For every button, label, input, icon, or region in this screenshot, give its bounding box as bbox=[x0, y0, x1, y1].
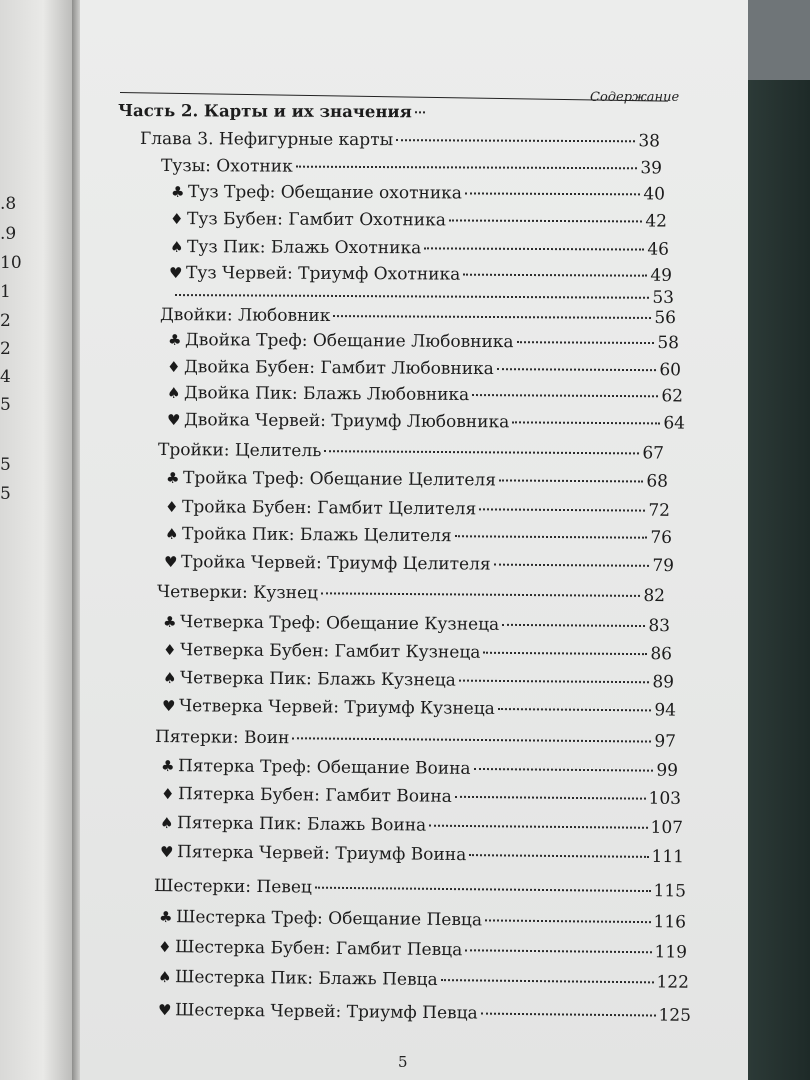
toc-entry bbox=[161, 784, 681, 815]
toc-page-number: 125 bbox=[658, 1005, 692, 1026]
toc-page-number: 56 bbox=[654, 307, 677, 329]
suit-icon: ♦ bbox=[160, 785, 175, 804]
suit-icon: ♠ bbox=[166, 384, 181, 403]
toc-entry bbox=[159, 907, 686, 938]
dot-leader bbox=[449, 219, 643, 222]
toc-entry bbox=[170, 209, 667, 238]
dot-leader bbox=[497, 368, 657, 371]
dot-leader bbox=[465, 192, 640, 195]
toc-title: Четверка Червей: Триумф Кузнеца bbox=[178, 696, 495, 719]
suit-icon: ♠ bbox=[164, 525, 179, 544]
page-number: 5 bbox=[398, 1053, 408, 1071]
toc-page-number: 111 bbox=[651, 846, 685, 868]
toc-page-number: 89 bbox=[652, 672, 675, 693]
left-page-number: 5 bbox=[0, 455, 11, 475]
toc-title: Двойка Бубен: Гамбит Любовника bbox=[183, 357, 494, 380]
suit-icon: ♠ bbox=[157, 968, 172, 987]
suit-icon: ♣ bbox=[162, 613, 177, 632]
toc-title: Двойка Пик: Блажь Любовника bbox=[183, 383, 470, 406]
toc-entry bbox=[160, 842, 684, 873]
dot-leader bbox=[429, 825, 647, 829]
toc-title: Пятерка Бубен: Гамбит Воина bbox=[177, 784, 452, 807]
toc-entry bbox=[167, 383, 683, 412]
suit-icon: ♥ bbox=[159, 843, 174, 862]
left-page-number: 2 bbox=[0, 339, 11, 359]
dot-leader bbox=[469, 854, 648, 858]
suit-icon: ♥ bbox=[166, 411, 181, 430]
dot-leader bbox=[315, 887, 651, 892]
toc-title: Туз Бубен: Гамбит Охотника bbox=[186, 209, 446, 231]
dot-leader bbox=[292, 737, 651, 742]
toc-entry bbox=[158, 937, 687, 969]
toc-entry bbox=[158, 1000, 691, 1032]
toc-section bbox=[155, 727, 676, 758]
dot-leader bbox=[474, 768, 654, 772]
suit-icon: ♦ bbox=[169, 210, 184, 229]
toc-title: Туз Треф: Обещание охотника bbox=[187, 182, 462, 204]
toc-page-number: 115 bbox=[653, 881, 687, 902]
toc-page-number: 38 bbox=[638, 131, 661, 152]
dot-leader bbox=[455, 535, 648, 538]
toc-section bbox=[161, 156, 662, 184]
toc-title: Тройка Червей: Триумф Целителя bbox=[180, 552, 491, 575]
toc-entry bbox=[163, 668, 674, 698]
dot-leader bbox=[472, 394, 658, 397]
toc-page-number: 42 bbox=[645, 211, 668, 232]
suit-icon: ♥ bbox=[161, 697, 176, 716]
toc-title: Четверка Треф: Обещание Кузнеца bbox=[179, 612, 500, 635]
left-page-number: 10 bbox=[0, 253, 22, 273]
toc-title: Тройка Треф: Обещание Целителя bbox=[182, 468, 497, 491]
dot-leader bbox=[463, 274, 647, 277]
toc-entry bbox=[168, 330, 679, 359]
dot-leader bbox=[333, 315, 651, 319]
toc-entry bbox=[171, 182, 665, 210]
book-spine bbox=[72, 0, 80, 1080]
dot-leader bbox=[512, 421, 660, 424]
toc-title: Глава 3. Нефигурные карты bbox=[139, 129, 394, 151]
toc-title: Туз Пик: Блажь Охотника bbox=[186, 237, 422, 259]
dot-leader bbox=[517, 341, 655, 344]
toc-page-number: 97 bbox=[654, 731, 677, 752]
toc-page-number: 76 bbox=[650, 527, 673, 548]
toc-entry bbox=[170, 237, 669, 266]
left-page-number: .9 bbox=[0, 224, 17, 244]
toc-title: Тузы: Охотник bbox=[160, 156, 293, 177]
dot-leader bbox=[396, 139, 635, 142]
toc-entry bbox=[161, 756, 678, 787]
toc-section bbox=[157, 582, 665, 612]
toc-title: Шестерка Треф: Обещание Певца bbox=[175, 907, 483, 931]
dot-leader bbox=[321, 592, 640, 597]
dot-leader bbox=[175, 294, 649, 299]
toc-title: Пятерки: Воин bbox=[154, 727, 290, 749]
toc-page-number: 40 bbox=[643, 184, 666, 205]
toc-page-number: 67 bbox=[642, 443, 665, 464]
toc-page-number: 119 bbox=[654, 942, 688, 963]
left-page-number: 5 bbox=[0, 395, 11, 415]
toc-title: Двойки: Любовник bbox=[159, 305, 331, 327]
left-page bbox=[0, 0, 72, 1080]
toc-section bbox=[158, 440, 664, 470]
suit-icon: ♠ bbox=[159, 814, 174, 833]
toc-part bbox=[118, 101, 418, 128]
toc-page-number: 99 bbox=[656, 760, 679, 781]
dot-leader bbox=[324, 450, 639, 454]
toc-title: Двойка Треф: Обещание Любовника bbox=[184, 330, 514, 353]
dot-leader bbox=[479, 508, 645, 511]
dot-leader bbox=[459, 680, 650, 684]
toc-page-number: 49 bbox=[650, 265, 673, 286]
toc-entry bbox=[163, 612, 670, 642]
toc-page-number: 107 bbox=[650, 817, 684, 839]
toc-page-number: 122 bbox=[656, 972, 690, 993]
toc-entry bbox=[158, 967, 689, 999]
toc-title: Шестерка Бубен: Гамбит Певца bbox=[174, 937, 463, 961]
toc-title: Тройка Бубен: Гамбит Целителя bbox=[181, 497, 477, 520]
left-page-number: .8 bbox=[0, 194, 17, 214]
suit-icon: ♣ bbox=[165, 469, 180, 488]
toc-chapter bbox=[140, 129, 660, 157]
suit-icon: ♦ bbox=[164, 498, 179, 517]
toc-title: Шестерка Пик: Блажь Певца bbox=[174, 967, 438, 991]
table-of-contents bbox=[80, 0, 748, 1080]
toc-title: Шестерки: Певец bbox=[153, 876, 312, 898]
dot-leader bbox=[455, 796, 646, 800]
toc-title: Тройка Пик: Блажь Целителя bbox=[181, 524, 452, 547]
toc-entry bbox=[165, 497, 670, 527]
toc-title: Пятерка Треф: Обещание Воина bbox=[177, 756, 471, 779]
toc-entry bbox=[160, 813, 683, 844]
toc-page-number: 82 bbox=[643, 585, 666, 607]
left-page-number: 4 bbox=[0, 367, 11, 387]
toc-title: Четверка Бубен: Гамбит Кузнеца bbox=[179, 640, 481, 663]
dot-leader bbox=[424, 247, 644, 250]
toc-title: Тройки: Целитель bbox=[157, 440, 322, 462]
toc-page-number: 79 bbox=[652, 555, 675, 577]
toc-entry bbox=[162, 696, 676, 727]
dot-leader bbox=[499, 479, 643, 482]
suit-icon: ♦ bbox=[166, 358, 181, 377]
left-page-number: 1 bbox=[0, 282, 11, 302]
dot-leader bbox=[441, 979, 654, 983]
suit-icon: ♥ bbox=[157, 1001, 172, 1020]
suit-icon: ♣ bbox=[160, 757, 175, 776]
book-cover-edge bbox=[748, 80, 810, 1080]
toc-title: Пятерка Червей: Триумф Воина bbox=[176, 842, 467, 866]
left-page-number: 2 bbox=[0, 311, 11, 331]
toc-entry bbox=[165, 524, 672, 554]
toc-page bbox=[80, 0, 748, 1080]
dot-leader bbox=[485, 919, 651, 923]
toc-page-number: 103 bbox=[648, 788, 682, 809]
suit-icon: ♣ bbox=[170, 183, 185, 202]
suit-icon: ♠ bbox=[169, 238, 184, 257]
toc-page-number: 64 bbox=[663, 413, 686, 434]
suit-icon: ♦ bbox=[162, 641, 177, 660]
dot-leader bbox=[415, 111, 425, 113]
toc-page-number: 39 bbox=[640, 158, 663, 179]
toc-title: Часть 2. Карты и их значения bbox=[117, 101, 412, 122]
left-page-number: 5 bbox=[0, 484, 11, 504]
toc-page-number: 83 bbox=[648, 616, 671, 637]
toc-title: Туз Червей: Триумф Охотника bbox=[185, 263, 461, 285]
toc-page-number: 53 bbox=[652, 287, 675, 308]
dot-leader bbox=[494, 564, 650, 567]
suit-icon: ♠ bbox=[162, 669, 177, 688]
toc-page-number: 46 bbox=[647, 239, 670, 260]
toc-page-number: 116 bbox=[653, 912, 687, 933]
dot-leader bbox=[502, 624, 645, 627]
toc-page-number: 62 bbox=[661, 386, 684, 407]
toc-entry bbox=[163, 640, 672, 670]
suit-icon: ♥ bbox=[168, 264, 183, 283]
toc-page-number: 68 bbox=[646, 471, 669, 492]
dot-leader bbox=[296, 166, 638, 170]
dot-leader bbox=[483, 652, 647, 655]
toc-title: Четверка Пик: Блажь Кузнеца bbox=[179, 668, 456, 691]
toc-entry bbox=[166, 468, 668, 498]
suit-icon: ♣ bbox=[158, 908, 173, 927]
dot-leader bbox=[465, 949, 651, 953]
toc-page-number: 58 bbox=[657, 333, 680, 354]
toc-entry bbox=[167, 357, 681, 386]
toc-title: Двойка Червей: Триумф Любовника bbox=[183, 410, 510, 433]
dot-leader bbox=[481, 1013, 656, 1017]
toc-title: Пятерка Пик: Блажь Воина bbox=[176, 813, 427, 836]
toc-entry bbox=[167, 410, 685, 440]
suit-icon: ♥ bbox=[163, 553, 178, 572]
toc-title: Четверки: Кузнец bbox=[156, 582, 319, 604]
toc-page-number: 60 bbox=[659, 360, 682, 381]
toc-page-number: 94 bbox=[654, 700, 677, 721]
toc-section bbox=[154, 876, 686, 907]
suit-icon: ♦ bbox=[157, 938, 172, 957]
suit-icon: ♣ bbox=[167, 331, 182, 350]
toc-page-number: 72 bbox=[648, 500, 671, 521]
toc-page-number: 86 bbox=[650, 644, 673, 665]
toc-title: Шестерка Червей: Триумф Певца bbox=[174, 1000, 478, 1024]
toc-entry bbox=[164, 552, 674, 582]
running-head: Содержание bbox=[590, 90, 680, 105]
dot-leader bbox=[498, 708, 652, 711]
